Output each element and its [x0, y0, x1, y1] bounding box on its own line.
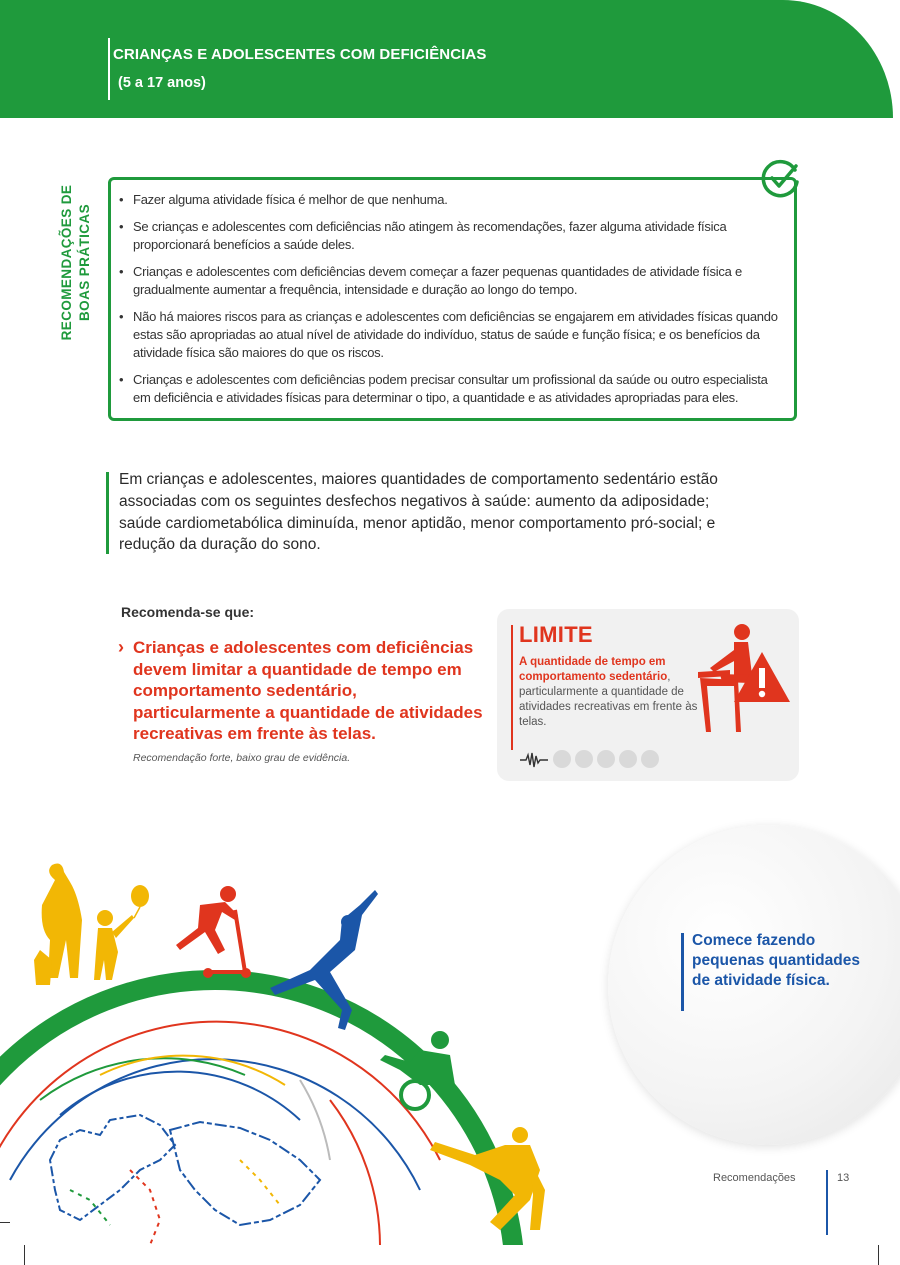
limit-accent-bar [511, 625, 513, 750]
crop-mark [878, 1245, 879, 1265]
rating-dot [619, 750, 637, 768]
page-title: CRIANÇAS E ADOLESCENTES COM DEFICIÊNCIAS [113, 46, 487, 63]
limit-title: LIMITE [519, 622, 593, 647]
paragraph-accent-bar [106, 472, 109, 554]
best-practice-item: • Crianças e adolescentes com deficiências podem precisar consultar um profissional da saúde ou outro especialista em deficiência e atividades físicas para determinar o tipo, a quantidade e as atividades apropriadas para eles. [118, 371, 788, 407]
footer-separator [826, 1170, 828, 1235]
footer-section-label: Recomendações [713, 1172, 796, 1184]
sedentary-paragraph: Em crianças e adolescentes, maiores quantidades de comportamento sedentário estão associadas com os seguintes desfechos negativos à saúde: aumento da adiposidade; saúde cardiometabólica diminuída, menor aptidão, menor comportamento pró-social; e redução da duração do sono. [119, 471, 718, 554]
best-practice-item: • Fazer alguma atividade física é melhor de que nenhuma. [118, 191, 788, 209]
limit-rest-text: , particularmente a quantidade de atividades recreativas em frente às telas. [519, 671, 698, 728]
rating-dot [597, 750, 615, 768]
chevron-right-icon: › [118, 637, 124, 657]
best-practices-list [118, 191, 788, 416]
crop-mark [0, 1222, 10, 1223]
best-practices-side-label [58, 180, 106, 345]
rating-dot [553, 750, 571, 768]
rating-dot [641, 750, 659, 768]
evidence-note: Recomendação forte, baixo grau de evidência. [133, 752, 351, 764]
rating-dot [575, 750, 593, 768]
limit-strong-text: A quantidade de tempo em comportamento sedentário [519, 656, 668, 683]
best-practice-item: • Se crianças e adolescentes com deficiências não atingem às recomendações, fazer alguma atividade física proporcionará benefícios a saúde deles. [118, 218, 788, 254]
best-practice-item: • Não há maiores riscos para as crianças e adolescentes com deficiências se engajarem em atividades físicas quando estas são apropriadas ao atual nível de atividade do indivíduo, status de saúde e função física; e os benefícios da atividade física são maiores do que os riscos. [118, 308, 788, 362]
callout-accent-bar [681, 933, 684, 1011]
sitting-person-warning-icon [690, 620, 795, 735]
callout-text: Comece fazendo pequenas quantidades de atividade física. [692, 932, 860, 989]
crop-mark [24, 1245, 25, 1265]
recommendation-text: Crianças e adolescentes com deficiências devem limitar a quantidade de tempo em comportamento sedentário, particularmente a quantidade de atividades recreativas em frente às telas. [133, 638, 483, 743]
waveform-icon [519, 751, 549, 769]
limit-text [519, 655, 699, 730]
header-accent-bar [108, 38, 110, 100]
globe-people-illustration [0, 860, 640, 1245]
page-number: 13 [837, 1172, 850, 1184]
best-practices-label-text: RECOMENDAÇÕES DE BOAS PRÁTICAS [59, 184, 92, 341]
page-subtitle: (5 a 17 anos) [118, 75, 206, 91]
best-practice-item: • Crianças e adolescentes com deficiências devem começar a fazer pequenas quantidades de atividade física e gradualmente aumentar a frequência, intensidade e duração ao longo do tempo. [118, 263, 788, 299]
recommendation-label: Recomenda-se que: [121, 604, 255, 620]
